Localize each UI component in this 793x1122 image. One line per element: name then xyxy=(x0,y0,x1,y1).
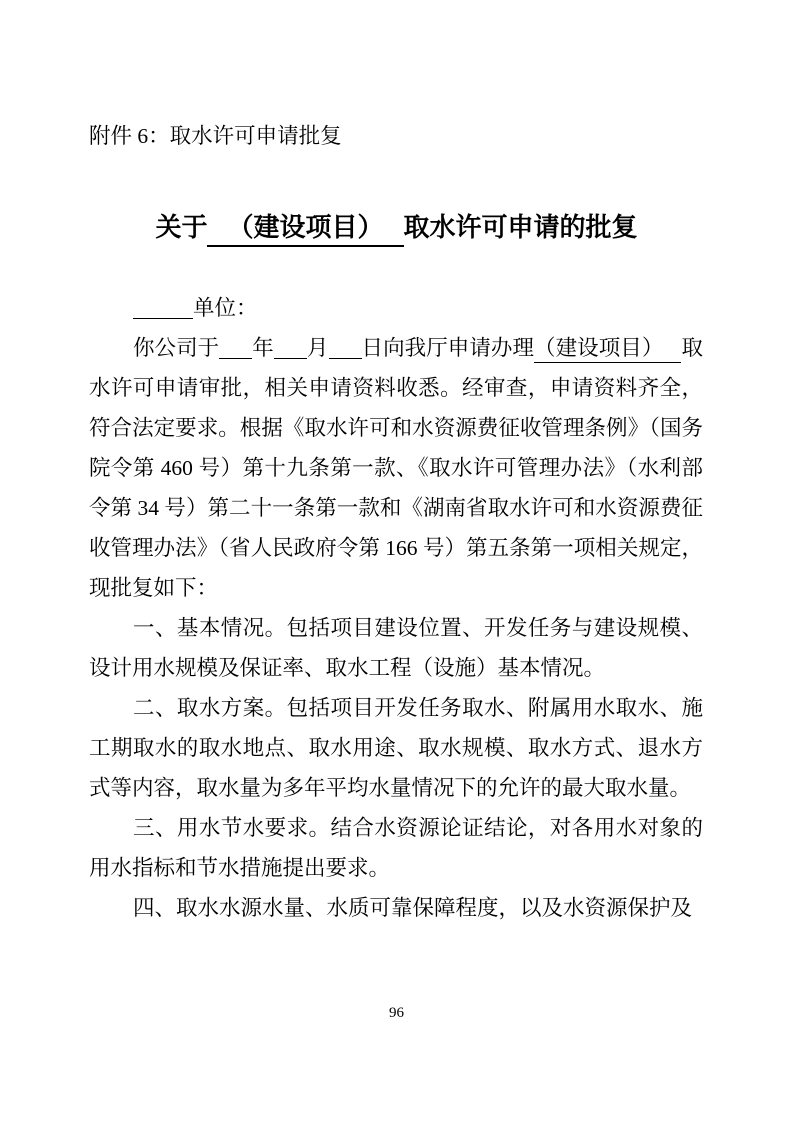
title-suffix: 取水许可申请的批复 xyxy=(403,212,638,242)
title-prefix: 关于 xyxy=(155,212,208,242)
underline-spacer xyxy=(663,354,681,355)
document-title xyxy=(0,208,793,247)
attachment-heading: 附件 6：取水许可申请批复 xyxy=(89,124,342,148)
title-project-placeholder: （建设项目） xyxy=(227,212,384,242)
title-project-name-underline xyxy=(207,212,403,247)
underline-spacer xyxy=(384,235,404,236)
year-label: 年 xyxy=(252,336,274,360)
month-label: 月 xyxy=(306,336,329,360)
project-name-underlined xyxy=(534,336,681,363)
year-blank xyxy=(219,342,252,359)
salutation-label: 单位： xyxy=(193,296,258,320)
salutation-line xyxy=(89,288,703,328)
after-day-text: 日向我厅申请办理 xyxy=(361,336,535,360)
project-placeholder: （建设项目） xyxy=(534,336,664,360)
application-rest: 取水许可申请审批，相关申请资料收悉。经审查，申请资料齐全，符合法定要求。根据《取水许可和水资源费征收管理条例》（国务院令第 460 号）第十九条第一款、《取水许可管理办法》（水利部令第 34 号）第二十一条第一款和《湖南省取水许可和水资源费征收管理办法》（省人民政府令第 166 号）第五条第一项相关规定，现批复如下： xyxy=(89,336,703,600)
month-blank xyxy=(274,342,307,359)
paragraph-item3: 三、用水节水要求。结合水资源论证结论，对各用水对象的用水指标和节水措施提出要求。 xyxy=(89,816,703,880)
unit-name-blank xyxy=(133,302,193,319)
page-number: 96 xyxy=(389,1005,404,1021)
document-body xyxy=(89,288,703,928)
underline-spacer xyxy=(207,235,227,236)
paragraph-item2: 二、取水方案。包括项目开发任务取水、附属用水取水、施工期取水的取水地点、取水用途、取水规模、取水方式、退水方式等内容，取水量为多年平均水量情况下的允许的最大取水量。 xyxy=(89,696,703,800)
application-lead: 你公司于 xyxy=(133,336,220,360)
paragraph-item1: 一、基本情况。包括项目建设位置、开发任务与建设规模、设计用水规模及保证率、取水工程（设施）基本情况。 xyxy=(89,616,703,680)
day-blank xyxy=(329,342,362,359)
paragraph-item4: 四、取水水源水量、水质可靠保障程度，以及水资源保护及 xyxy=(133,896,693,920)
paragraph-application xyxy=(89,328,703,608)
